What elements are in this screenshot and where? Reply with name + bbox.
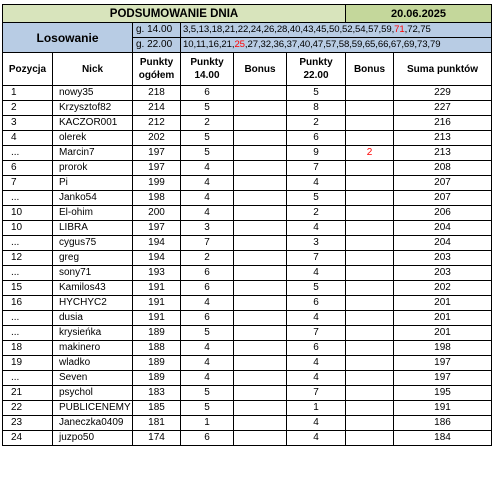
cell-points-2200: 4	[287, 371, 346, 386]
table-row	[3, 206, 492, 221]
header-bonus-1400: Bonus	[234, 53, 287, 86]
cell-sum-points: 184	[394, 431, 492, 446]
cell-total-points: 194	[133, 251, 181, 266]
table-row	[3, 161, 492, 176]
cell-points-1400: 4	[181, 341, 234, 356]
cell-bonus-2200	[346, 356, 394, 371]
cell-bonus-2200	[346, 326, 394, 341]
table-row	[3, 281, 492, 296]
cell-points-1400: 6	[181, 86, 234, 101]
cell-position: ...	[3, 266, 53, 281]
cell-total-points: 189	[133, 326, 181, 341]
cell-nick: Janko54	[53, 191, 133, 206]
table-row	[3, 296, 492, 311]
cell-nick: sony71	[53, 266, 133, 281]
cell-points-1400: 5	[181, 131, 234, 146]
cell-sum-points: 198	[394, 341, 492, 356]
table-row	[3, 326, 492, 341]
header-points-1400: Punkty 14.00	[181, 53, 234, 86]
cell-points-2200: 7	[287, 386, 346, 401]
cell-position: ...	[3, 146, 53, 161]
cell-bonus-2200	[346, 311, 394, 326]
cell-bonus-1400	[234, 341, 287, 356]
table-row	[3, 401, 492, 416]
draw-numbers-part: 3,5,13,18,21,22,24,26,28,40,43,45,50,52,54,57,59,	[183, 24, 395, 35]
cell-bonus-2200	[346, 191, 394, 206]
cell-points-2200: 7	[287, 161, 346, 176]
summary-date: 20.06.2025	[346, 5, 492, 23]
cell-sum-points: 197	[394, 356, 492, 371]
cell-bonus-2200	[346, 296, 394, 311]
cell-points-2200: 6	[287, 341, 346, 356]
draw-time-1400: g. 14.00	[133, 23, 181, 38]
cell-points-1400: 6	[181, 431, 234, 446]
cell-points-1400: 4	[181, 296, 234, 311]
cell-bonus-1400	[234, 296, 287, 311]
cell-bonus-2200	[346, 371, 394, 386]
cell-total-points: 202	[133, 131, 181, 146]
cell-position: 6	[3, 161, 53, 176]
cell-sum-points: 216	[394, 116, 492, 131]
cell-points-1400: 3	[181, 221, 234, 236]
daily-summary-table	[2, 4, 492, 446]
cell-bonus-1400	[234, 221, 287, 236]
cell-points-2200: 4	[287, 176, 346, 191]
cell-points-2200: 5	[287, 86, 346, 101]
cell-total-points: 183	[133, 386, 181, 401]
table-row	[3, 386, 492, 401]
cell-bonus-2200: 2	[346, 146, 394, 161]
header-sum-points: Suma punktów	[394, 53, 492, 86]
cell-sum-points: 229	[394, 86, 492, 101]
cell-position: 24	[3, 431, 53, 446]
cell-points-2200: 5	[287, 191, 346, 206]
cell-bonus-1400	[234, 431, 287, 446]
cell-nick: dusia	[53, 311, 133, 326]
table-row	[3, 116, 492, 131]
cell-bonus-1400	[234, 191, 287, 206]
cell-points-1400: 4	[181, 161, 234, 176]
cell-sum-points: 227	[394, 101, 492, 116]
cell-points-1400: 4	[181, 356, 234, 371]
cell-sum-points: 186	[394, 416, 492, 431]
header-position: Pozycja	[3, 53, 53, 86]
cell-total-points: 194	[133, 236, 181, 251]
cell-bonus-1400	[234, 266, 287, 281]
cell-position: ...	[3, 191, 53, 206]
cell-bonus-1400	[234, 206, 287, 221]
cell-points-2200: 4	[287, 311, 346, 326]
cell-total-points: 199	[133, 176, 181, 191]
cell-points-2200: 4	[287, 431, 346, 446]
cell-points-2200: 1	[287, 401, 346, 416]
cell-total-points: 200	[133, 206, 181, 221]
cell-sum-points: 195	[394, 386, 492, 401]
cell-sum-points: 204	[394, 236, 492, 251]
cell-total-points: 197	[133, 146, 181, 161]
cell-points-1400: 4	[181, 191, 234, 206]
cell-points-1400: 5	[181, 401, 234, 416]
draw-numbers-part: ,72,75	[404, 24, 431, 35]
cell-points-1400: 5	[181, 146, 234, 161]
cell-position: 10	[3, 221, 53, 236]
cell-position: ...	[3, 326, 53, 341]
cell-nick: Krzysztof82	[53, 101, 133, 116]
cell-nick: wladko	[53, 356, 133, 371]
cell-nick: LIBRA	[53, 221, 133, 236]
cell-points-1400: 6	[181, 281, 234, 296]
table-row	[3, 416, 492, 431]
header-total-points: Punkty ogółem	[133, 53, 181, 86]
cell-total-points: 218	[133, 86, 181, 101]
cell-total-points: 214	[133, 101, 181, 116]
cell-nick: Marcin7	[53, 146, 133, 161]
column-header-row	[3, 53, 492, 86]
cell-sum-points: 197	[394, 371, 492, 386]
cell-points-2200: 2	[287, 116, 346, 131]
cell-position: ...	[3, 311, 53, 326]
draw-number-highlight: 25	[234, 39, 245, 50]
table-row	[3, 131, 492, 146]
cell-points-2200: 2	[287, 206, 346, 221]
draw-numbers-2200	[181, 38, 492, 53]
cell-bonus-2200	[346, 221, 394, 236]
cell-nick: cygus75	[53, 236, 133, 251]
cell-total-points: 188	[133, 341, 181, 356]
cell-sum-points: 201	[394, 326, 492, 341]
cell-bonus-1400	[234, 401, 287, 416]
cell-position: ...	[3, 236, 53, 251]
cell-bonus-1400	[234, 311, 287, 326]
cell-points-1400: 4	[181, 206, 234, 221]
cell-sum-points: 203	[394, 266, 492, 281]
cell-bonus-2200	[346, 386, 394, 401]
cell-sum-points: 206	[394, 206, 492, 221]
cell-points-2200: 6	[287, 131, 346, 146]
cell-bonus-2200	[346, 281, 394, 296]
cell-nick: nowy35	[53, 86, 133, 101]
cell-position: 18	[3, 341, 53, 356]
cell-nick: makinero	[53, 341, 133, 356]
cell-position: 19	[3, 356, 53, 371]
cell-position: 10	[3, 206, 53, 221]
table-row	[3, 221, 492, 236]
cell-total-points: 197	[133, 161, 181, 176]
cell-bonus-1400	[234, 116, 287, 131]
cell-position: 21	[3, 386, 53, 401]
cell-points-2200: 7	[287, 326, 346, 341]
cell-points-1400: 4	[181, 176, 234, 191]
cell-points-1400: 7	[181, 236, 234, 251]
cell-total-points: 174	[133, 431, 181, 446]
cell-nick: El-ohim	[53, 206, 133, 221]
cell-nick: Kamilos43	[53, 281, 133, 296]
cell-bonus-1400	[234, 416, 287, 431]
cell-points-1400: 5	[181, 101, 234, 116]
cell-total-points: 189	[133, 371, 181, 386]
cell-points-2200: 9	[287, 146, 346, 161]
cell-sum-points: 201	[394, 311, 492, 326]
header-points-2200: Punkty 22.00	[287, 53, 346, 86]
cell-bonus-1400	[234, 356, 287, 371]
cell-bonus-1400	[234, 386, 287, 401]
cell-sum-points: 201	[394, 296, 492, 311]
cell-bonus-2200	[346, 401, 394, 416]
cell-total-points: 191	[133, 281, 181, 296]
cell-points-1400: 1	[181, 416, 234, 431]
draw-number-highlight: 71	[394, 24, 405, 35]
cell-points-2200: 4	[287, 266, 346, 281]
cell-position: 15	[3, 281, 53, 296]
draw-time-2200: g. 22.00	[133, 38, 181, 53]
cell-points-2200: 4	[287, 356, 346, 371]
cell-bonus-2200	[346, 206, 394, 221]
cell-points-1400: 2	[181, 116, 234, 131]
cell-sum-points: 204	[394, 221, 492, 236]
cell-points-1400: 6	[181, 311, 234, 326]
cell-bonus-1400	[234, 371, 287, 386]
cell-nick: Seven	[53, 371, 133, 386]
table-row	[3, 191, 492, 206]
cell-bonus-2200	[346, 341, 394, 356]
table-row	[3, 431, 492, 446]
cell-position: 22	[3, 401, 53, 416]
cell-sum-points: 213	[394, 131, 492, 146]
cell-total-points: 191	[133, 296, 181, 311]
cell-position: 1	[3, 86, 53, 101]
cell-points-1400: 4	[181, 371, 234, 386]
cell-bonus-2200	[346, 131, 394, 146]
table-row	[3, 251, 492, 266]
table-row	[3, 86, 492, 101]
cell-bonus-2200	[346, 236, 394, 251]
cell-bonus-1400	[234, 176, 287, 191]
table-row	[3, 311, 492, 326]
cell-sum-points: 191	[394, 401, 492, 416]
cell-total-points: 181	[133, 416, 181, 431]
cell-points-2200: 6	[287, 296, 346, 311]
cell-bonus-1400	[234, 236, 287, 251]
draw-numbers-part: ,27,32,36,37,40,47,57,58,59,65,66,67,69,73,79	[244, 39, 441, 50]
table-row	[3, 341, 492, 356]
header-bonus-2200: Bonus	[346, 53, 394, 86]
cell-bonus-1400	[234, 161, 287, 176]
cell-nick: KACZOR001	[53, 116, 133, 131]
draw-numbers-part: 10,11,16,21,	[183, 39, 235, 50]
cell-sum-points: 203	[394, 251, 492, 266]
cell-bonus-1400	[234, 251, 287, 266]
header-nick: Nick	[53, 53, 133, 86]
cell-nick: Pi	[53, 176, 133, 191]
table-row	[3, 371, 492, 386]
cell-sum-points: 202	[394, 281, 492, 296]
page-title: PODSUMOWANIE DNIA	[3, 5, 346, 23]
cell-points-1400: 2	[181, 251, 234, 266]
table-row	[3, 266, 492, 281]
table-row	[3, 101, 492, 116]
cell-nick: Janeczka0409	[53, 416, 133, 431]
cell-nick: greg	[53, 251, 133, 266]
cell-sum-points: 208	[394, 161, 492, 176]
cell-total-points: 189	[133, 356, 181, 371]
cell-total-points: 198	[133, 191, 181, 206]
table-row	[3, 146, 492, 161]
cell-nick: krysieńka	[53, 326, 133, 341]
cell-bonus-2200	[346, 86, 394, 101]
cell-bonus-1400	[234, 281, 287, 296]
cell-points-2200: 4	[287, 221, 346, 236]
table-row	[3, 176, 492, 191]
cell-sum-points: 207	[394, 176, 492, 191]
cell-points-1400: 5	[181, 386, 234, 401]
cell-sum-points: 213	[394, 146, 492, 161]
cell-bonus-2200	[346, 101, 394, 116]
cell-position: 3	[3, 116, 53, 131]
cell-total-points: 185	[133, 401, 181, 416]
cell-bonus-2200	[346, 251, 394, 266]
cell-bonus-2200	[346, 431, 394, 446]
cell-position: 2	[3, 101, 53, 116]
draw-numbers-1400	[181, 23, 492, 38]
cell-bonus-2200	[346, 266, 394, 281]
cell-position: 12	[3, 251, 53, 266]
cell-nick: HYCHYC2	[53, 296, 133, 311]
cell-bonus-2200	[346, 176, 394, 191]
cell-nick: prorok	[53, 161, 133, 176]
cell-points-1400: 6	[181, 266, 234, 281]
table-row	[3, 236, 492, 251]
cell-bonus-2200	[346, 161, 394, 176]
cell-position: 7	[3, 176, 53, 191]
cell-bonus-1400	[234, 131, 287, 146]
cell-bonus-1400	[234, 326, 287, 341]
cell-nick: olerek	[53, 131, 133, 146]
cell-points-2200: 5	[287, 281, 346, 296]
cell-sum-points: 207	[394, 191, 492, 206]
cell-position: 16	[3, 296, 53, 311]
draw-label: Losowanie	[3, 23, 133, 53]
cell-bonus-1400	[234, 86, 287, 101]
cell-bonus-1400	[234, 146, 287, 161]
cell-nick: juzpo50	[53, 431, 133, 446]
cell-position: ...	[3, 371, 53, 386]
cell-points-2200: 7	[287, 251, 346, 266]
cell-points-2200: 4	[287, 416, 346, 431]
cell-position: 4	[3, 131, 53, 146]
cell-points-2200: 3	[287, 236, 346, 251]
cell-bonus-1400	[234, 101, 287, 116]
cell-total-points: 191	[133, 311, 181, 326]
cell-points-1400: 5	[181, 326, 234, 341]
cell-nick: PUBLICENEMY	[53, 401, 133, 416]
cell-total-points: 212	[133, 116, 181, 131]
cell-nick: psychol	[53, 386, 133, 401]
cell-points-2200: 8	[287, 101, 346, 116]
cell-bonus-2200	[346, 416, 394, 431]
cell-bonus-2200	[346, 116, 394, 131]
cell-position: 23	[3, 416, 53, 431]
cell-total-points: 197	[133, 221, 181, 236]
table-row	[3, 356, 492, 371]
cell-total-points: 193	[133, 266, 181, 281]
